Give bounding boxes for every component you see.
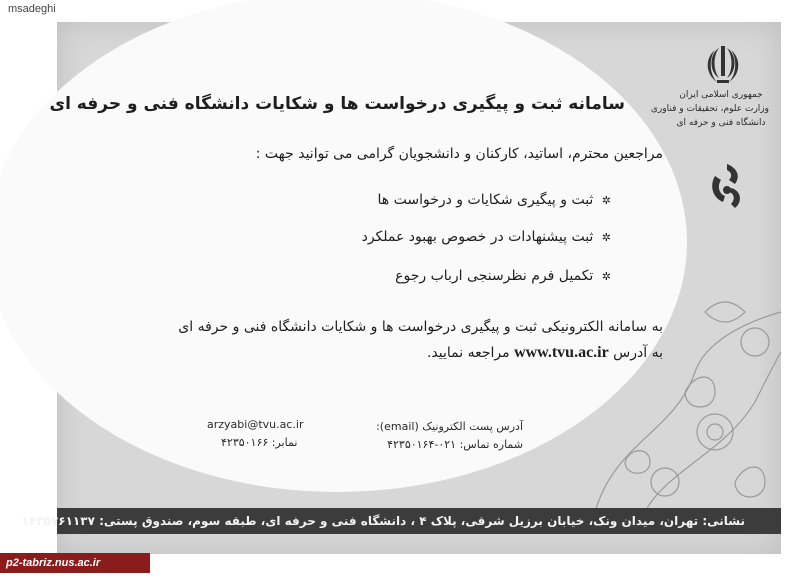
paragraph-suffix: مراجعه نمایید. [426, 345, 510, 361]
bullet-item [362, 229, 611, 245]
paragraph-prefix: به آدرس [613, 345, 663, 361]
watermark-text: msadeghi [8, 3, 56, 15]
fax-label: نمابر: [271, 436, 298, 449]
bullet-text: تکمیل فرم نظرسنجی ارباب رجوع [395, 268, 594, 284]
bullet-text: ثبت و پیگیری شکایات و درخواست ها [377, 192, 594, 208]
page-title: سامانه ثبت و پیگیری درخواست ها و شکایات دانشگاه فنی و حرفه ای [49, 94, 625, 114]
instruction-paragraph [43, 315, 663, 366]
email-label: آدرس پست الکترونیک (email): [376, 420, 523, 433]
paragraph-line2 [43, 340, 663, 366]
scanned-notice [21, 22, 781, 554]
bullet-star-icon: ✲ [601, 231, 611, 244]
paragraph-line1: به سامانه الکترونیکی ثبت و پیگیری درخواست ها و شکایات دانشگاه فنی و حرفه ای [178, 319, 663, 335]
address-bar [21, 508, 781, 534]
ministry-line2: وزارت علوم، تحقیقات و فناوری [650, 104, 769, 114]
ministry-line1: جمهوری اسلامی ایران [679, 90, 763, 100]
source-watermark: p2-tabriz.nus.ac.ir [0, 553, 150, 573]
phone-label: شماره تماس: ۰۲۱-۴۲۳۵۰۱۶۴ [387, 438, 523, 451]
university-logo-icon [707, 162, 747, 214]
ministry-line3: دانشگاه فنی و حرفه ای [676, 118, 766, 128]
fax-value: ۴۲۳۵۰۱۶۶ [221, 436, 269, 449]
bullet-text: ثبت پیشنهادات در خصوص بهبود عملکرد [361, 229, 594, 245]
website-link[interactable]: www.tvu.ac.ir [514, 344, 609, 361]
email-value: arzyabi@tvu.ac.ir [207, 418, 304, 431]
bullet-star-icon: ✲ [601, 270, 611, 283]
bullet-item [395, 268, 611, 284]
bullet-item [378, 192, 612, 208]
bullet-star-icon: ✲ [601, 194, 611, 207]
address-text: نشانی: تهران، میدان ونک، خیابان برزیل شرقی، پلاک ۴ ، دانشگاه فنی و حرفه ای، طبقه سوم، صندوق پستی: ۱۴۳۵۷۶۱۱۳۷ [21, 514, 745, 528]
ministry-header [650, 88, 769, 130]
fax-info [221, 436, 297, 449]
intro-text: مراجعین محترم، اساتید، کارکنان و دانشجویان گرامی می توانید جهت : [255, 146, 663, 162]
iran-emblem-icon [705, 42, 741, 86]
